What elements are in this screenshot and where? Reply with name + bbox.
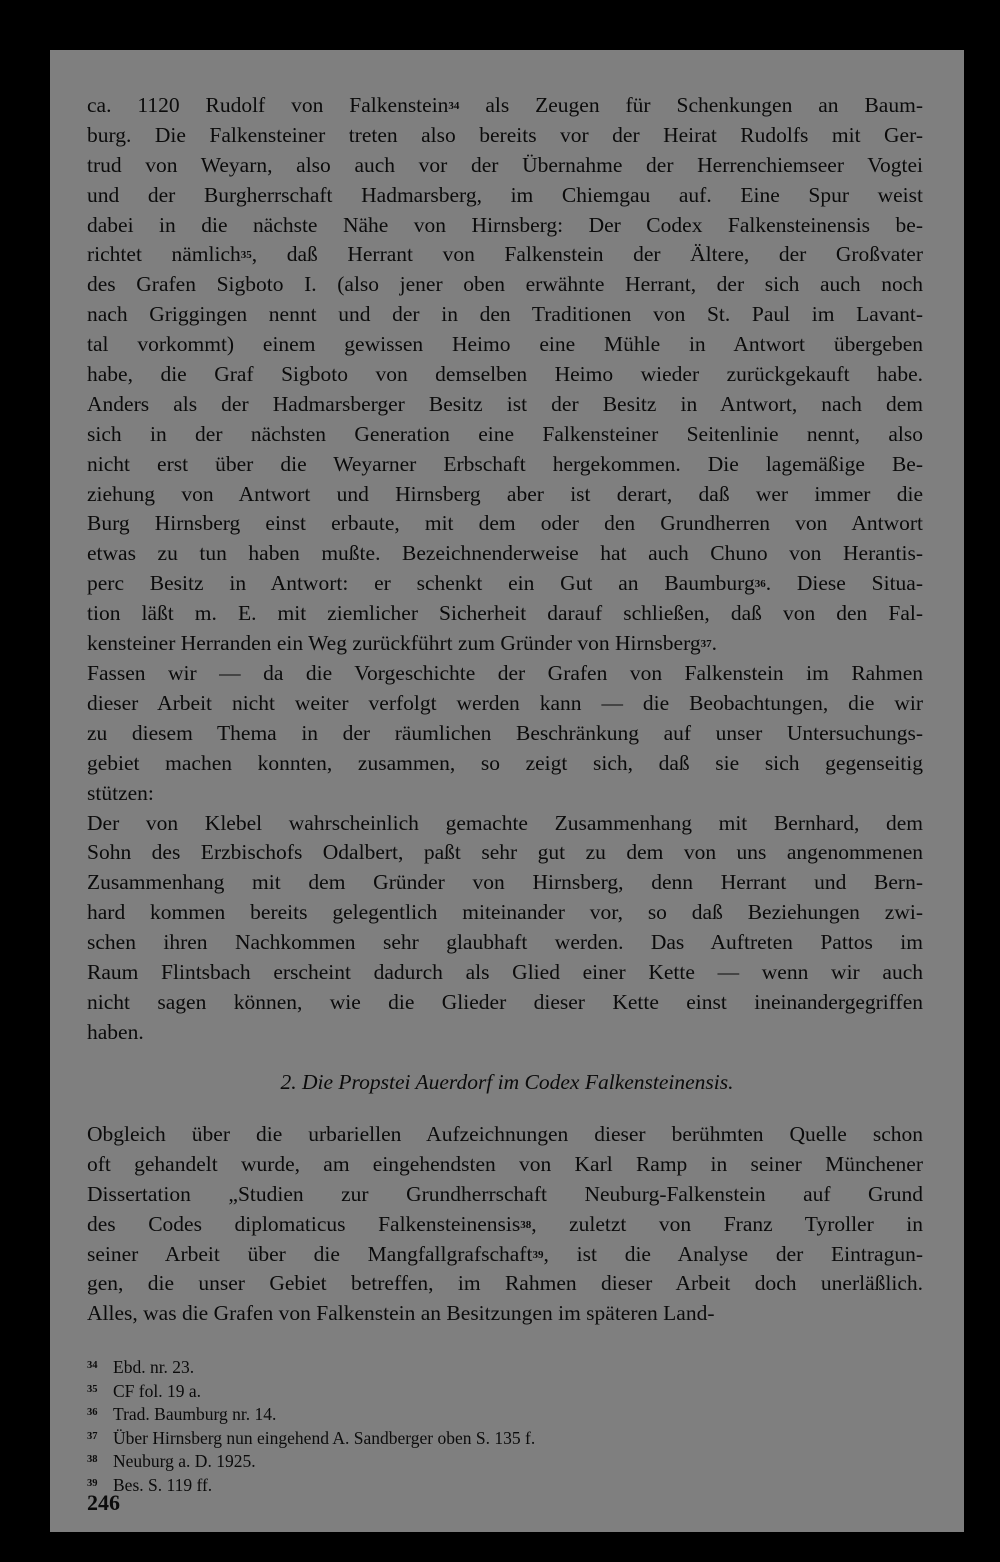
text-segment: ca. 1120 Rudolf von Falkenstein — [87, 93, 449, 117]
text-line — [87, 779, 923, 809]
text-segment: Sohn des Erzbischofs Odalbert, paßt sehr gut zu dem von uns angenommenen — [87, 840, 923, 865]
footnote-number: 38 — [87, 1454, 98, 1465]
text-segment: , daß Herrant von Falkenstein der Ältere, der Großvater — [251, 242, 924, 267]
footnote — [87, 1355, 923, 1379]
text-line — [87, 958, 923, 988]
text-line — [87, 809, 923, 839]
page-number: 246 — [87, 1490, 120, 1515]
text-segment: seiner Arbeit über die Mangfallgrafschaft — [87, 1241, 533, 1266]
text-segment: und der Burgherrschaft Hadmarsberg, im Chiemgau auf. Eine Spur weist — [87, 182, 923, 207]
text-segment: Zusammenhang mit dem Gründer von Hirnsberg, denn Herrant und Bern- — [87, 870, 923, 895]
text-segment: . Diese Situa- — [765, 571, 923, 596]
text-segment: des Codes diplomaticus Falkensteinensis — [87, 1211, 521, 1236]
text-line — [87, 898, 923, 928]
footnote-ref: 39 — [532, 1248, 544, 1261]
text-segment: tal vorkommt) einem gewissen Heimo eine Mühle in Antwort übergeben — [87, 332, 923, 357]
text-line — [87, 480, 923, 510]
text-segment: kensteiner Herranden ein Weg zurückführt zum Gründer von Hirnsberg — [87, 631, 701, 656]
text-segment: als Zeugen für Schenkungen an Baum- — [459, 93, 923, 117]
text-line — [87, 360, 923, 390]
paragraph-4 — [87, 1120, 923, 1329]
text-line — [87, 121, 923, 151]
text-segment: hard kommen bereits gelegentlich miteinander vor, so daß Beziehungen zwi- — [87, 900, 923, 925]
footnote — [87, 1426, 923, 1450]
text-segment: richtet nämlich — [87, 242, 241, 267]
footnote-number: 34 — [87, 1360, 98, 1371]
text-line — [87, 390, 923, 420]
text-segment: stützen: — [87, 780, 154, 805]
text-line — [87, 1240, 923, 1270]
footnote-ref: 38 — [520, 1218, 532, 1231]
text-line — [87, 1120, 923, 1150]
text-segment: sich in der nächsten Generation eine Falkensteiner Seitenlinie nennt, also — [87, 421, 923, 446]
text-segment: Dissertation „Studien zur Grundherrschaft Neuburg-Falkenstein auf Grund — [87, 1181, 923, 1206]
text-segment: schen ihren Nachkommen sehr glaubhaft werden. Das Auftreten Pattos im — [87, 930, 923, 955]
footnote-text: Trad. Baumburg nr. 14. — [113, 1404, 277, 1424]
footnote-text: Neuburg a. D. 1925. — [113, 1451, 256, 1471]
text-line — [87, 420, 923, 450]
text-segment: Raum Flintsbach erscheint dadurch als Glied einer Kette — wenn wir auch — [87, 959, 923, 984]
footnote-ref: 35 — [240, 249, 252, 262]
footnote-text: CF fol. 19 a. — [113, 1380, 201, 1401]
footnote — [87, 1449, 923, 1473]
text-segment: habe, die Graf Sigboto von demselben Heimo wieder zurückgekauft habe. — [87, 362, 923, 387]
text-segment: tion läßt m. E. mit ziemlicher Sicherheit darauf schließen, daß von den Fal- — [87, 601, 923, 626]
section-heading: 2. Die Propstei Auerdorf im Codex Falkensteinensis. — [280, 1070, 734, 1094]
text-segment: Der von Klebel wahrscheinlich gemachte Zusammenhang mit Bernhard, dem — [87, 810, 923, 835]
footnote-text: Bes. S. 119 ff. — [113, 1474, 213, 1495]
text-line — [87, 928, 923, 958]
text-segment: , ist die Analyse der Eintragun- — [543, 1241, 923, 1266]
text-segment: dieser Arbeit nicht weiter verfolgt werden kann — die Beobachtungen, die wir — [87, 690, 923, 715]
text-line — [87, 330, 923, 360]
text-line — [87, 211, 923, 241]
footnote-number: 39 — [87, 1477, 98, 1489]
paragraph-2 — [87, 659, 923, 808]
footnote-number: 37 — [87, 1430, 98, 1442]
text-line — [87, 240, 923, 270]
text-segment: nicht sagen können, wie die Glieder dieser Kette einst ineinandergegriffen — [87, 989, 923, 1014]
text-line — [87, 719, 923, 749]
text-line — [87, 181, 923, 211]
footnote-number: 35 — [87, 1383, 98, 1395]
text-line — [87, 270, 923, 300]
text-line — [87, 599, 923, 629]
text-segment: des Grafen Sigboto I. (also jener oben erwähnte Herrant, der sich auch noch — [87, 272, 923, 297]
footnote-ref: 36 — [754, 578, 766, 591]
text-line — [87, 151, 923, 181]
footnote-text: Ebd. nr. 23. — [113, 1357, 195, 1377]
text-line — [87, 539, 923, 569]
text-line — [87, 1150, 923, 1180]
text-line — [87, 749, 923, 779]
text-line — [87, 569, 923, 599]
text-line — [87, 659, 923, 689]
text-segment: Obgleich über die urbariellen Aufzeichnungen dieser berühmten Quelle schon — [87, 1122, 923, 1146]
text-segment: nicht erst über die Weyarner Erbschaft hergekommen. Die lagemäßige Be- — [87, 451, 923, 476]
text-segment: zu diesem Thema in der räumlichen Beschränkung auf unser Untersuchungs- — [87, 720, 923, 745]
text-segment: nach Griggingen nennt und der in den Traditionen von St. Paul im Lavant- — [87, 302, 923, 327]
text-line — [87, 868, 923, 898]
footnote — [87, 1379, 923, 1403]
text-line — [87, 988, 923, 1018]
paragraph-3 — [87, 809, 923, 1048]
text-line — [87, 1210, 923, 1240]
text-line — [87, 91, 923, 121]
text-line — [87, 1299, 923, 1329]
text-line — [87, 300, 923, 330]
text-segment: Alles, was die Grafen von Falkenstein an Besitzungen im späteren Land- — [87, 1301, 715, 1326]
text-segment: gen, die unser Gebiet betreffen, im Rahmen dieser Arbeit doch unerläßlich. — [87, 1271, 923, 1296]
text-segment: dabei in die nächste Nähe von Hirnsberg: Der Codex Falkensteinensis be- — [87, 212, 923, 237]
text-line — [87, 1018, 923, 1048]
text-segment: Anders als der Hadmarsberger Besitz ist der Besitz in Antwort, nach dem — [87, 391, 923, 416]
text-line — [87, 509, 923, 539]
text-line — [87, 689, 923, 719]
text-segment: haben. — [87, 1019, 144, 1044]
text-segment: Burg Hirnsberg einst erbaute, mit dem oder den Grundherren von Antwort — [87, 511, 923, 536]
footnote-ref: 37 — [700, 638, 712, 651]
footnote-ref: 34 — [448, 100, 460, 112]
paragraph-1 — [87, 91, 923, 659]
text-segment: perc Besitz in Antwort: er schenkt ein Gut an Baumburg — [87, 571, 755, 596]
text-line — [87, 838, 923, 868]
text-line — [87, 450, 923, 480]
text-segment: gebiet machen konnten, zusammen, so zeigt sich, daß sie sich gegenseitig — [87, 750, 923, 775]
footnote-text: Über Hirnsberg nun eingehend A. Sandberger oben S. 135 f. — [113, 1427, 536, 1448]
text-segment: trud von Weyarn, also auch vor der Übernahme der Herrenchiemseer Vogtei — [87, 152, 923, 177]
text-segment: Fassen wir — da die Vorgeschichte der Grafen von Falkenstein im Rahmen — [87, 661, 923, 685]
text-line — [87, 1269, 923, 1299]
book-page — [50, 50, 964, 1532]
text-segment: . — [711, 631, 717, 656]
footnote — [87, 1402, 923, 1426]
text-line — [87, 1180, 923, 1210]
text-segment: burg. Die Falkensteiner treten also bereits vor der Heirat Rudolfs mit Ger- — [87, 122, 923, 147]
text-segment: ziehung von Antwort und Hirnsberg aber ist derart, daß wer immer die — [87, 481, 923, 506]
text-segment: oft gehandelt wurde, am eingehendsten von Karl Ramp in seiner Münchener — [87, 1151, 923, 1176]
text-segment: etwas zu tun haben mußte. Bezeichnenderweise hat auch Chuno von Herantis- — [87, 541, 923, 566]
footnotes — [87, 1355, 923, 1496]
footnote-number: 36 — [87, 1407, 98, 1418]
text-line — [87, 629, 923, 659]
text-segment: , zuletzt von Franz Tyroller in — [531, 1211, 924, 1236]
footnote — [87, 1473, 923, 1497]
